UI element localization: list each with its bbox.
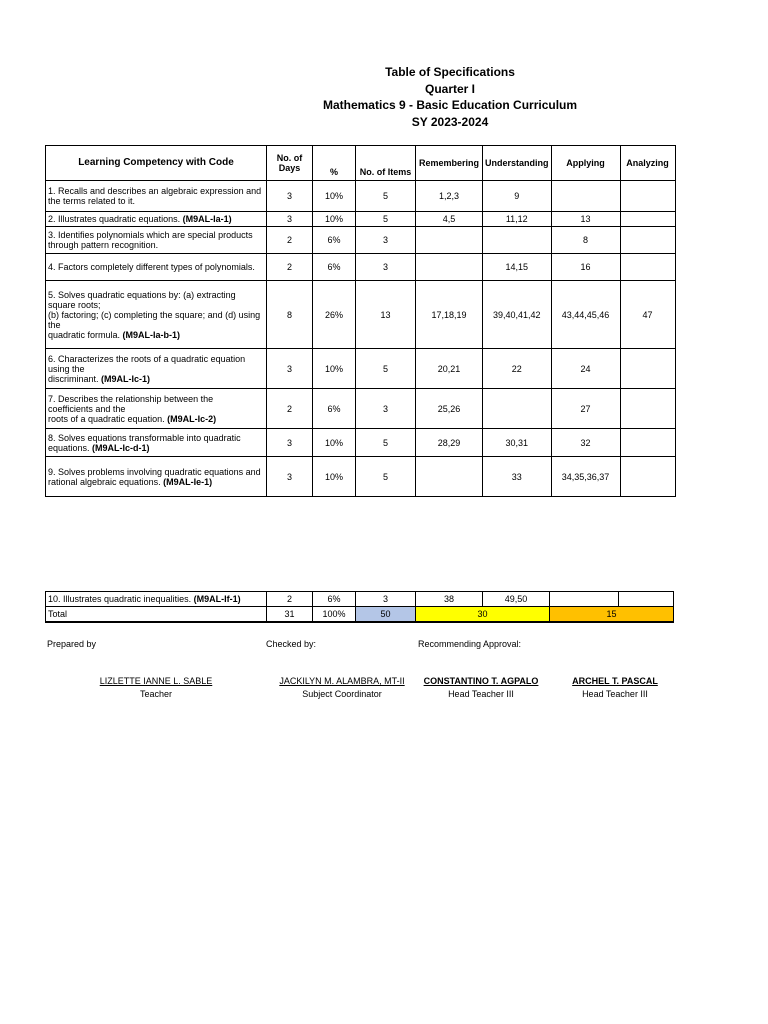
items-cell: 5 xyxy=(356,349,416,389)
quarter-label: Quarter I xyxy=(424,81,475,96)
analyzing-cell xyxy=(619,592,674,607)
percent-cell: 6% xyxy=(313,389,356,429)
understanding-cell xyxy=(483,227,552,254)
applying-header: Applying xyxy=(551,146,620,181)
table-row xyxy=(46,457,676,497)
summary-table xyxy=(45,591,674,623)
days-cell: 2 xyxy=(267,254,313,281)
signatory-name: LIZLETTE IANNE L. SABLE xyxy=(99,676,213,686)
items-cell: 3 xyxy=(356,389,416,429)
days-cell: 3 xyxy=(267,349,313,389)
days-cell: 3 xyxy=(267,181,313,212)
percent-cell: 6% xyxy=(313,592,356,607)
remembering-header: Remembering xyxy=(416,146,483,181)
items-header: No. of Items xyxy=(356,146,416,181)
days-cell: 3 xyxy=(267,429,313,457)
table-row xyxy=(46,181,676,212)
percent-cell: 10% xyxy=(313,212,356,227)
days-cell: 2 xyxy=(267,389,313,429)
percent-cell: 10% xyxy=(313,181,356,212)
understanding-cell: 22 xyxy=(483,349,552,389)
remembering-cell: 1,2,3 xyxy=(416,181,483,212)
signatory-coordinator xyxy=(262,675,422,701)
competency-cell: 10. Illustrates quadratic inequalities. (M9AL-If-1) xyxy=(46,592,267,607)
days-cell: 3 xyxy=(267,457,313,497)
items-cell: 5 xyxy=(356,429,416,457)
applying-cell: 13 xyxy=(551,212,620,227)
days-cell: 3 xyxy=(267,212,313,227)
understanding-cell: 9 xyxy=(483,181,552,212)
applying-cell: 8 xyxy=(551,227,620,254)
table-row xyxy=(46,281,676,349)
analyzing-cell xyxy=(620,429,675,457)
competency-cell: 5. Solves quadratic equations by: (a) extracting square roots; (b) factoring; (c) completing the square; and (d) using the quadratic formula. (M9AL-Ia-b-1) xyxy=(46,281,267,349)
remembering-cell: 28,29 xyxy=(416,429,483,457)
percent-cell: 10% xyxy=(313,457,356,497)
document-title: Table of Specifications xyxy=(385,65,515,79)
signatory-name: ARCHEL T. PASCAL xyxy=(572,676,658,686)
applying-cell: 27 xyxy=(551,389,620,429)
analyzing-header: Analyzing xyxy=(620,146,675,181)
document-header xyxy=(0,64,768,130)
applying-cell xyxy=(551,181,620,212)
items-cell: 13 xyxy=(356,281,416,349)
items-cell: 3 xyxy=(356,592,416,607)
remembering-cell: 20,21 xyxy=(416,349,483,389)
remembering-cell xyxy=(416,227,483,254)
percent-cell: 26% xyxy=(313,281,356,349)
applying-cell: 32 xyxy=(551,429,620,457)
prepared-by-label: Prepared by xyxy=(47,639,97,649)
table-row xyxy=(46,592,674,607)
applying-cell: 43,44,45,46 xyxy=(551,281,620,349)
competency-cell: 2. Illustrates quadratic equations. (M9AL-Ia-1) xyxy=(46,212,267,227)
competency-cell: 7. Describes the relationship between the coefficients and the roots of a quadratic equation. (M9AL-Ic-2) xyxy=(46,389,267,429)
understanding-cell: 14,15 xyxy=(483,254,552,281)
competency-header: Learning Competency with Code xyxy=(46,146,267,181)
table-row xyxy=(46,227,676,254)
total-row xyxy=(46,607,674,623)
total-days: 31 xyxy=(267,607,313,623)
analyzing-cell xyxy=(620,227,675,254)
remembering-cell xyxy=(416,254,483,281)
items-cell: 3 xyxy=(356,254,416,281)
analyzing-cell xyxy=(620,254,675,281)
subject-label: Mathematics 9 - Basic Education Curriculum xyxy=(322,98,578,112)
percent-header: % xyxy=(313,146,356,181)
understanding-header: Understanding xyxy=(483,146,552,181)
total-easy: 30 xyxy=(416,607,550,623)
days-cell: 2 xyxy=(267,592,313,607)
percent-cell: 6% xyxy=(313,254,356,281)
percent-cell: 10% xyxy=(313,349,356,389)
remembering-cell: 25,26 xyxy=(416,389,483,429)
specification-table xyxy=(45,145,676,497)
days-header: No. of Days xyxy=(267,146,313,181)
understanding-cell: 39,40,41,42 xyxy=(483,281,552,349)
analyzing-cell xyxy=(620,349,675,389)
applying-cell: 24 xyxy=(551,349,620,389)
table-row xyxy=(46,389,676,429)
remembering-cell xyxy=(416,457,483,497)
analyzing-cell xyxy=(620,181,675,212)
applying-cell: 34,35,36,37 xyxy=(551,457,620,497)
signatory-role: Teacher xyxy=(139,689,173,699)
applying-cell: 16 xyxy=(551,254,620,281)
days-cell: 8 xyxy=(267,281,313,349)
percent-cell: 6% xyxy=(313,227,356,254)
table-row xyxy=(46,212,676,227)
analyzing-cell xyxy=(620,389,675,429)
remembering-cell: 38 xyxy=(416,592,483,607)
analyzing-cell xyxy=(620,457,675,497)
total-percent: 100% xyxy=(313,607,356,623)
competency-cell: 4. Factors completely different types of polynomials. xyxy=(46,254,267,281)
table-row xyxy=(46,254,676,281)
competency-cell: 8. Solves equations transformable into quadratic equations. (M9AL-Ic-d-1) xyxy=(46,429,267,457)
total-label: Total xyxy=(46,607,267,623)
percent-cell: 10% xyxy=(313,429,356,457)
table-row xyxy=(46,429,676,457)
items-cell: 5 xyxy=(356,212,416,227)
signatory-name: JACKILYN M. ALAMBRA, MT-II xyxy=(279,676,405,686)
remembering-cell: 17,18,19 xyxy=(416,281,483,349)
days-cell: 2 xyxy=(267,227,313,254)
total-items: 50 xyxy=(356,607,416,623)
competency-cell: 1. Recalls and describes an algebraic expression and the terms related to it. xyxy=(46,181,267,212)
signatory-head-teacher-2 xyxy=(535,675,695,701)
items-cell: 5 xyxy=(356,181,416,212)
table-header-row xyxy=(46,146,676,181)
signatory-role: Subject Coordinator xyxy=(302,689,382,699)
remembering-cell: 4,5 xyxy=(416,212,483,227)
analyzing-cell xyxy=(620,212,675,227)
understanding-cell: 30,31 xyxy=(483,429,552,457)
items-cell: 3 xyxy=(356,227,416,254)
competency-cell: 9. Solves problems involving quadratic equations and rational algebraic equations. (M9AL-Ie-1) xyxy=(46,457,267,497)
signatory-role: Head Teacher III xyxy=(448,689,514,699)
understanding-cell: 33 xyxy=(483,457,552,497)
competency-cell: 6. Characterizes the roots of a quadratic equation using the discriminant. (M9AL-Ic-1) xyxy=(46,349,267,389)
signatory-teacher xyxy=(76,675,236,701)
signatory-name: CONSTANTINO T. AGPALO xyxy=(423,676,539,686)
school-year-label: SY 2023-2024 xyxy=(411,114,489,129)
understanding-cell: 49,50 xyxy=(483,592,550,607)
analyzing-cell: 47 xyxy=(620,281,675,349)
competency-cell: 3. Identifies polynomials which are special products through pattern recognition. xyxy=(46,227,267,254)
total-hard: 15 xyxy=(550,607,674,623)
signatory-role: Head Teacher III xyxy=(582,689,648,699)
checked-by-label: Checked by: xyxy=(266,639,317,649)
items-cell: 5 xyxy=(356,457,416,497)
applying-cell xyxy=(550,592,619,607)
understanding-cell xyxy=(483,389,552,429)
understanding-cell: 11,12 xyxy=(483,212,552,227)
recommending-label: Recommending Approval: xyxy=(418,639,522,649)
table-row xyxy=(46,349,676,389)
